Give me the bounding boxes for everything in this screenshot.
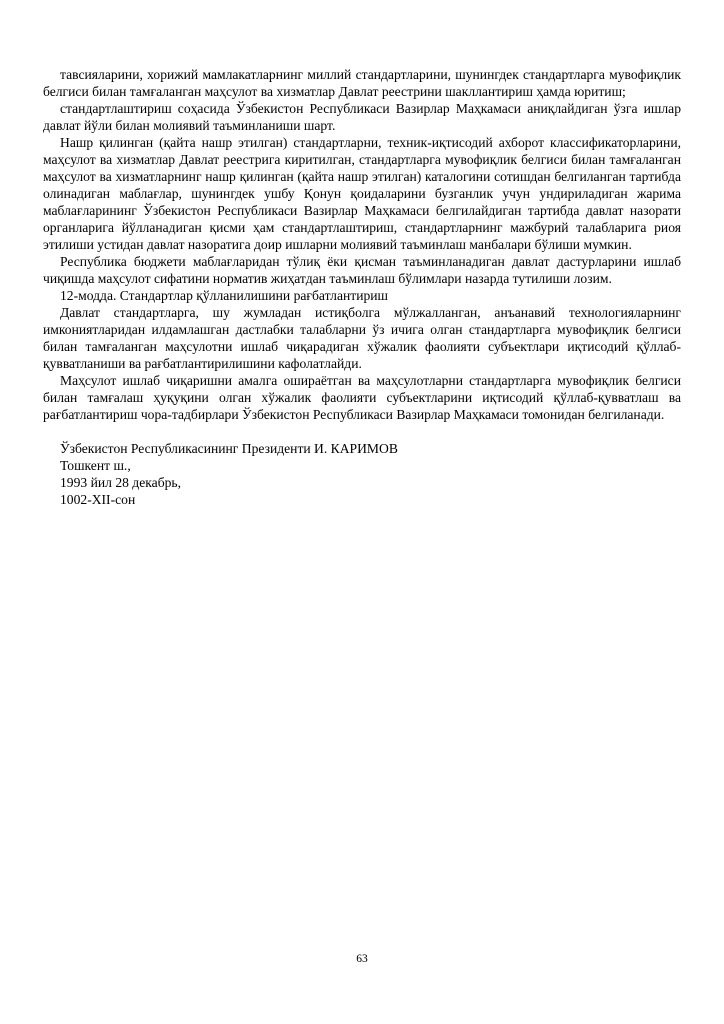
signature-block: [43, 440, 681, 508]
paragraph-4: Республика бюджети маблағларидан тўлиқ ёки қисман таъминланадиган давлат дастурларини ишлаб чиқишда маҳсулот сифатини норматив жиҳатдан таъминлаш бўлимлари назарда тутилиши лозим.: [43, 254, 681, 286]
page-number: 63: [356, 953, 368, 965]
document-number: 1002-XII-сон: [60, 492, 136, 507]
paragraph-2: стандартлаштириш соҳасида Ўзбекистон Республикаси Вазирлар Маҳкамаси аниқлайдиган ўзга ишлар давлат йўли билан молиявий таъминланиши шарт.: [43, 101, 681, 133]
signature-city: Тошкент ш.,: [60, 458, 131, 473]
document-body: [43, 66, 681, 508]
article-heading: 12-модда. Стандартлар қўлланилишини рағбатлантириш: [60, 288, 389, 303]
paragraph-1: тавсияларини, хорижий мамлакатларнинг миллий стандартларини, шунингдек стандартларга мувофиқлик белгиси билан тамғаланган маҳсулот ва хизматлар Давлат реестрини шакллантириш ҳамда юритиш;: [43, 67, 681, 99]
signature-date: 1993 йил 28 декабрь,: [60, 475, 182, 490]
article-paragraph-1: Давлат стандартларга, шу жумладан истиқболга мўлжалланган, анъанавий технологияларнинг имкониятларидан илдамлашган дастлабки талабларни ўз ичига олган стандартларга мувофиқлик белгиси билан тамғаланган маҳсулотни ишлаб чиқарадиган хўжалик фаолияти субъектлари иқтисодий қўллаб-қувватланиши ва рағбатлантирилишини кафолатлайди.: [43, 305, 681, 371]
article-paragraph-2: Маҳсулот ишлаб чиқаришни амалга оширaётган ва маҳсулотларни стандартларга мувофиқлик белгиси билан тамғалаш ҳуқуқини олган хўжалик фаолияти субъектларини иқтисодий қўллаб-қувватлаш ва рағбатлантириш чора-тадбирлари Ўзбекистон Республикаси Вазирлар Маҳкамаси томонидан белгиланади.: [43, 373, 681, 422]
president-signature: Ўзбекистон Республикасининг Президенти И. КАРИМОВ: [60, 441, 398, 456]
paragraph-3: Нашр қилинган (қайта нашр этилган) стандартларни, техник-иқтисодий ахборот классификаторларини, маҳсулот ва хизматлар Давлат реестрига киритилган, стандартларга мувофиқлик белгиси билан тамғаланган маҳсулот ва хизматларнинг нашр қилинган (қайта нашр этилган) каталогини сотишдан белгиланган тартибда олинадиган маблағлар, шунингдек ушбу Қонун қоидаларини бузганлик учун ундириладиган жарима маблағларининг Ўзбекистон Республикаси Вазирлар Маҳкамаси белгилайдиган тартибда давлат назорати органларига йўлланадиган қисми ҳам стандартлаштириш, стандартларнинг мажбурий талабларига риоя этилиши устидан давлат назоратига доир ишларни молиявий таъминлаш манбалари бўлиши мумкин.: [43, 135, 681, 252]
